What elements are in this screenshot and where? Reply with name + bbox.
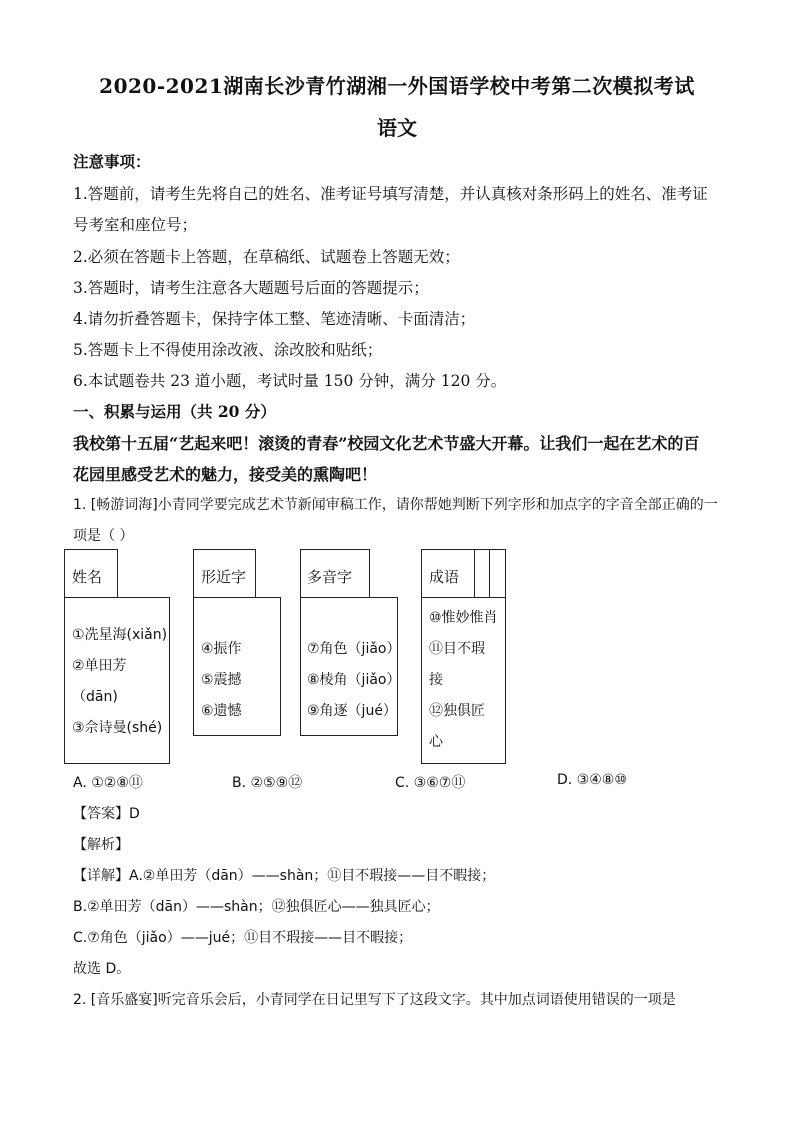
question-stem: 2. [音乐盛宴]听完音乐会后，小青同学在日记里写下了这段文字。其中加点词语使用错误的一项是 (73, 992, 676, 1008)
detail-line: 故选 D。 (73, 961, 131, 977)
card-polyphone-label: 多音字 (307, 568, 353, 586)
tab-divider (474, 549, 475, 598)
notice-item: 4.请勿折叠答题卡，保持字体工整、笔迹清晰、卡面清洁； (73, 310, 476, 328)
card-name-content (72, 620, 167, 744)
notice-item: 3.答题时，请考生注意各大题题号后面的答题提示； (73, 279, 429, 297)
answer: 【答案】D (73, 806, 140, 822)
card-line: ⑤震撼 (201, 672, 242, 688)
notice-item: 2.必须在答题卡上答题，在草稿纸、试题卷上答题无效； (73, 248, 460, 266)
question-stem: 项是（ ） (73, 528, 134, 544)
card-line: ⑩惟妙惟肖 (429, 610, 498, 626)
card-line: （dān) (72, 689, 118, 705)
card-line: ③佘诗曼(shé) (72, 720, 163, 736)
detail-line: 【详解】A.②单田芳（dān）——shàn；⑪目不瑕接——目不暇接； (73, 868, 496, 884)
card-name-label: 姓名 (72, 568, 103, 586)
section-intro: 我校第十五届“艺起来吧！滚烫的青春”校园文化艺术节盛大开幕。让我们一起在艺术的百 (73, 434, 700, 453)
exam-title: 2020-2021湖南长沙青竹湖湘一外国语学校中考第二次模拟考试 (99, 74, 695, 98)
card-line: ①冼星海(xiǎn) (72, 627, 168, 643)
notice-item: 号考室和座位号； (73, 216, 198, 234)
card-polyphone-content (307, 634, 400, 727)
card-idiom-label: 成语 (429, 568, 460, 586)
analysis-label: 【解析】 (73, 837, 129, 853)
notice-item: 6.本试题卷共 23 道小题，考试时量 150 分钟，满分 120 分。 (73, 372, 507, 390)
card-line: ⑦角色（jiǎo） (307, 641, 401, 657)
option-d: D. ③④⑧⑩ (557, 772, 627, 788)
card-line: ⑨角逐（jué） (307, 703, 397, 719)
tab-divider (489, 549, 490, 598)
card-line: ⑥遗憾 (201, 703, 242, 719)
card-line: ②单田芳 (72, 658, 127, 674)
question-stem: 1. [畅游词海]小青同学要完成艺术节新闻审稿工作，请你帮她判断下列字形和加点字的字音全部正确的一 (73, 497, 718, 513)
option-c: C. ③⑥⑦⑪ (395, 775, 466, 791)
detail-line: B.②单田芳（dān）——shàn；⑫独俱匠心——独具匠心； (73, 899, 440, 915)
option-b: B. ②⑤⑨⑫ (232, 775, 303, 791)
card-similar-label: 形近字 (201, 568, 247, 586)
card-idiom-content (429, 603, 498, 758)
notice-item: 5.答题卡上不得使用涂改液、涂改胶和贴纸； (73, 341, 383, 359)
exam-subject: 语文 (377, 116, 417, 140)
notice-item: 1.答题前，请考生先将自己的姓名、准考证号填写清楚，并认真核对条形码上的姓名、准考证 (73, 185, 708, 203)
card-similar-content (201, 634, 242, 727)
section-intro: 花园里感受艺术的魅力，接受美的熏陶吧！ (73, 465, 378, 484)
option-a: A. ①②⑧⑪ (73, 775, 143, 791)
notice-heading: 注意事项： (73, 152, 151, 171)
card-line: 接 (429, 672, 443, 688)
card-line: ④振作 (201, 641, 242, 657)
card-line: ⑪目不瑕 (429, 641, 485, 657)
detail-line: C.⑦角色（jiǎo）——jué；⑪目不瑕接——目不暇接； (73, 930, 413, 946)
card-line: 心 (429, 734, 443, 750)
section-heading: 一、积累与运用（共 20 分） (73, 402, 276, 421)
card-line: ⑧棱角（jiǎo） (307, 672, 401, 688)
card-line: ⑫独俱匠 (429, 703, 485, 719)
